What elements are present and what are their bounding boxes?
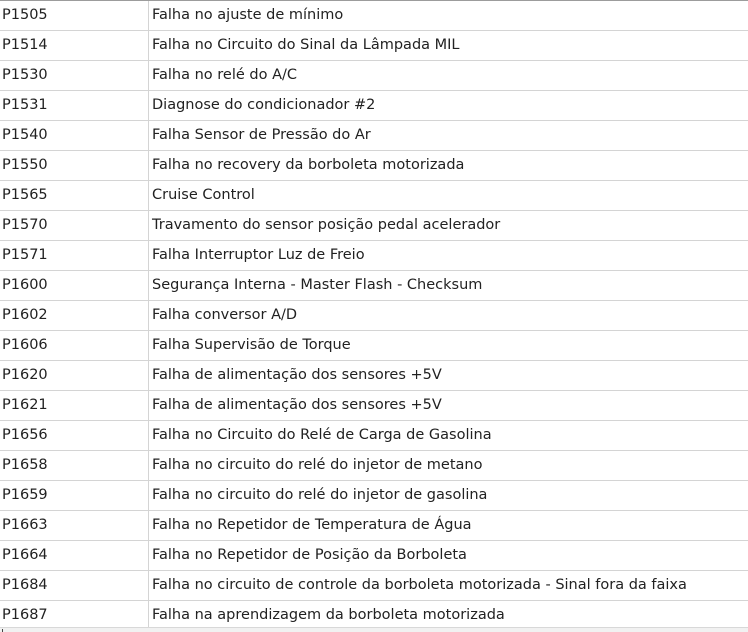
description-cell: Falha no circuito do relé do injetor de metano xyxy=(152,457,483,473)
description-cell: Falha no Repetidor de Temperatura de Água xyxy=(152,517,472,533)
code-cell: P1514 xyxy=(0,31,149,60)
description-cell: Falha no Repetidor de Posição da Borboleta xyxy=(152,547,467,563)
code-cell: P1570 xyxy=(0,211,149,240)
description-cell: Segurança Interna - Master Flash - Checksum xyxy=(152,277,483,293)
description-cell: Falha no Circuito do Sinal da Lâmpada MIL xyxy=(152,37,460,53)
code-cell: P1530 xyxy=(0,61,149,90)
description-cell: Falha de alimentação dos sensores +5V xyxy=(152,397,442,413)
code-cell: P1550 xyxy=(0,151,149,180)
table-row[interactable] xyxy=(0,481,748,511)
code-cell: P1606 xyxy=(0,331,149,360)
code-cell: P1531 xyxy=(0,91,149,120)
description-cell: Falha no recovery da borboleta motorizada xyxy=(152,157,465,173)
table-row[interactable] xyxy=(0,331,748,361)
description-cell: Falha de alimentação dos sensores +5V xyxy=(152,367,442,383)
partial-next-row xyxy=(0,627,748,632)
description-cell: Diagnose do condicionador #2 xyxy=(152,97,376,113)
description-cell: Falha no ajuste de mínimo xyxy=(152,7,344,23)
table-row[interactable] xyxy=(0,541,748,571)
description-cell: Falha no Circuito do Relé de Carga de Gasolina xyxy=(152,427,492,443)
code-cell: P1540 xyxy=(0,121,149,150)
description-cell: Travamento do sensor posição pedal acelerador xyxy=(152,217,501,233)
table-row[interactable] xyxy=(0,571,748,601)
table-row[interactable] xyxy=(0,511,748,541)
code-cell: P1620 xyxy=(0,361,149,390)
code-cell: P1621 xyxy=(0,391,149,420)
description-cell: Falha conversor A/D xyxy=(152,307,298,323)
table-row[interactable] xyxy=(0,421,748,451)
code-cell: P1656 xyxy=(0,421,149,450)
code-cell: P1684 xyxy=(0,571,149,600)
code-cell: P1663 xyxy=(0,511,149,540)
table-row[interactable] xyxy=(0,151,748,181)
code-cell: P1600 xyxy=(0,271,149,300)
table-row[interactable] xyxy=(0,91,748,121)
description-cell: Falha na aprendizagem da borboleta motorizada xyxy=(152,607,505,623)
table-row[interactable] xyxy=(0,61,748,91)
table-row[interactable] xyxy=(0,1,748,31)
table-row[interactable] xyxy=(0,391,748,421)
description-cell: Falha no circuito de controle da borboleta motorizada - Sinal fora da faixa xyxy=(152,577,687,593)
description-cell: Falha Interruptor Luz de Freio xyxy=(152,247,365,263)
code-cell: P1658 xyxy=(0,451,149,480)
code-cell: P1505 xyxy=(0,1,149,30)
table-row[interactable] xyxy=(0,301,748,331)
table-row[interactable] xyxy=(0,451,748,481)
table-row[interactable] xyxy=(0,211,748,241)
description-cell: Cruise Control xyxy=(152,187,255,203)
table-row[interactable] xyxy=(0,31,748,61)
code-cell: P1664 xyxy=(0,541,149,570)
table-row[interactable] xyxy=(0,181,748,211)
code-cell: P1602 xyxy=(0,301,149,330)
code-cell: P1659 xyxy=(0,481,149,510)
description-cell: Falha Sensor de Pressão do Ar xyxy=(152,127,371,143)
table-row[interactable] xyxy=(0,361,748,391)
code-cell: P1687 xyxy=(0,601,149,630)
description-cell: Falha no relé do A/C xyxy=(152,67,298,83)
description-cell: Falha no circuito do relé do injetor de gasolina xyxy=(152,487,488,503)
table-row[interactable] xyxy=(0,121,748,151)
description-cell: Falha Supervisão de Torque xyxy=(152,337,351,353)
table-row[interactable] xyxy=(0,241,748,271)
table-row[interactable] xyxy=(0,271,748,301)
code-cell: P1565 xyxy=(0,181,149,210)
code-cell: P1571 xyxy=(0,241,149,270)
